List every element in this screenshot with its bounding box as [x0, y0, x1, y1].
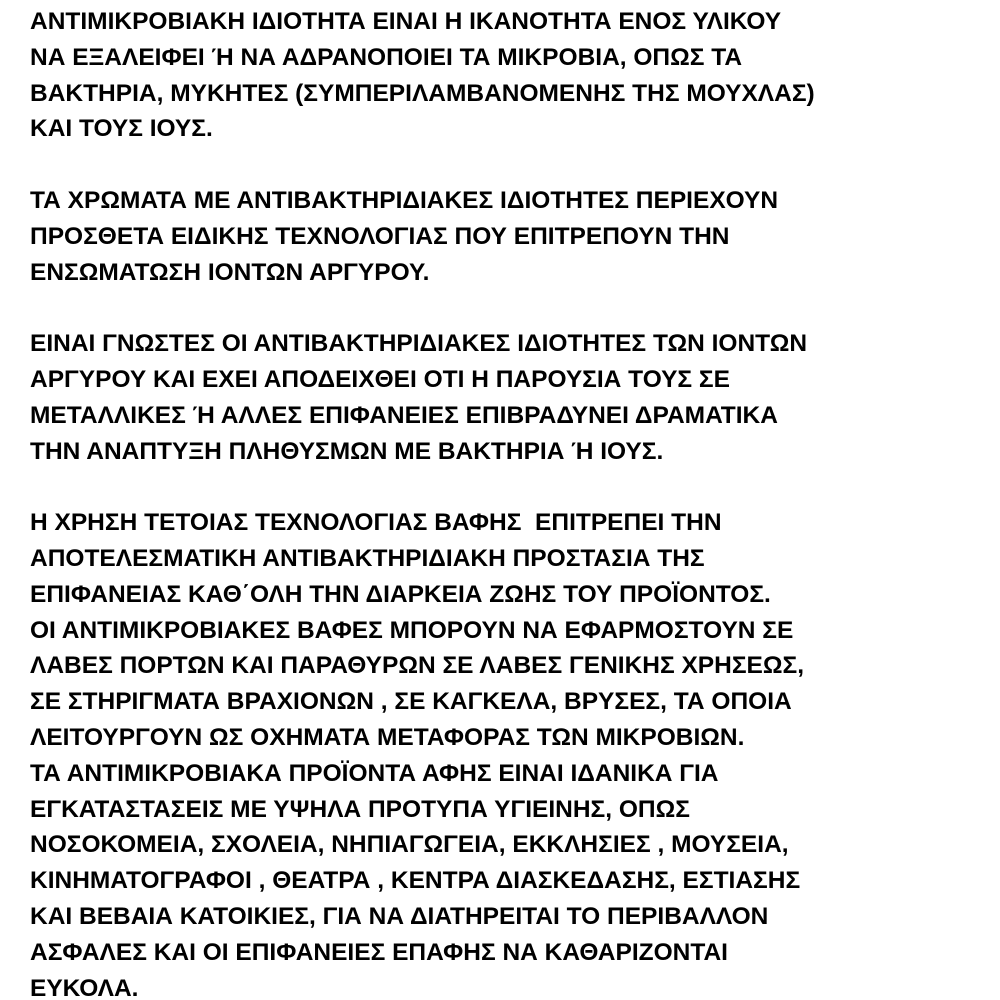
text-line: ΛΑΒΕΣ ΠΟΡΤΩΝ ΚΑΙ ΠΑΡΑΘΥΡΩΝ ΣΕ ΛΑΒΕΣ ΓΕΝΙΚΗΣ ΧΡΗΣΕΩΣ,: [30, 652, 805, 680]
text-line: ΤΑ ΧΡΩΜΑΤΑ ΜΕ ΑΝΤΙΒΑΚΤΗΡΙΔΙΑΚΕΣ ΙΔΙΟΤΗΤΕΣ ΠΕΡΙΕΧΟΥΝ: [30, 186, 779, 214]
text-line: ΟΙ ΑΝΤΙΜΙΚΡΟΒΙΑΚΕΣ ΒΑΦΕΣ ΜΠΟΡΟΥΝ ΝΑ ΕΦΑΡΜΟΣΤΟΥΝ ΣΕ: [30, 616, 794, 644]
text-line: ΤΑ ΑΝΤΙΜΙΚΡΟΒΙΑΚΑ ΠΡΟΪΟΝΤΑ ΑΦΗΣ ΕΙΝΑΙ ΙΔΑΝΙΚΑ ΓΙΑ: [30, 759, 719, 787]
text-line: ΠΡΟΣΘΕΤΑ ΕΙΔΙΚΗΣ ΤΕΧΝΟΛΟΓΙΑΣ ΠΟΥ ΕΠΙΤΡΕΠΟΥΝ ΤΗΝ: [30, 222, 730, 250]
text-line: ΑΝΤΙΜΙΚΡΟΒΙΑΚΗ ΙΔΙΟΤΗΤΑ ΕΙΝΑΙ Η ΙΚΑΝΟΤΗΤΑ ΕΝΟΣ ΥΛΙΚΟΥ: [30, 8, 782, 35]
text-line: ΝΑ ΕΞΑΛΕΙΦΕΙ Ή ΝΑ ΑΔΡΑΝΟΠΟΙΕΙ ΤΑ ΜΙΚΡΟΒΙΑ, ΟΠΩΣ ΤΑ: [30, 43, 743, 71]
text-line: ΤΗΝ ΑΝΑΠΤΥΞΗ ΠΛΗΘΥΣΜΩΝ ΜΕ ΒΑΚΤΗΡΙΑ Ή ΙΟΥΣ.: [30, 437, 664, 465]
paragraph-applications: [30, 505, 1000, 1000]
text-line: ΕΙΝΑΙ ΓΝΩΣΤΕΣ ΟΙ ΑΝΤΙΒΑΚΤΗΡΙΔΙΑΚΕΣ ΙΔΙΟΤΗΤΕΣ ΤΩΝ ΙΟΝΤΩΝ: [30, 330, 808, 358]
paragraph-paint-additives: [30, 183, 1000, 290]
paragraph-antimicrobial-definition: [30, 4, 1000, 147]
paragraph-silver-ions: [30, 326, 1000, 469]
text-line: ΣΕ ΣΤΗΡΙΓΜΑΤΑ ΒΡΑΧΙΟΝΩΝ , ΣΕ ΚΑΓΚΕΛΑ, ΒΡΥΣΕΣ, ΤΑ ΟΠΟΙΑ: [30, 688, 792, 716]
text-line: ΒΑΚΤΗΡΙΑ, ΜΥΚΗΤΕΣ (ΣΥΜΠΕΡΙΛΑΜΒΑΝΟΜΕΝΗΣ ΤΗΣ ΜΟΥΧΛΑΣ): [30, 79, 815, 107]
paragraph-spacer: [30, 147, 1000, 183]
text-line: ΚΙΝΗΜΑΤΟΓΡΑΦΟΙ , ΘΕΑΤΡΑ , ΚΕΝΤΡΑ ΔΙΑΣΚΕΔΑΣΗΣ, ΕΣΤΙΑΣΗΣ: [30, 867, 801, 895]
text-line: ΚΑΙ ΤΟΥΣ ΙΟΥΣ.: [30, 115, 213, 143]
text-line: Η ΧΡΗΣΗ ΤΕΤΟΙΑΣ ΤΕΧΝΟΛΟΓΙΑΣ ΒΑΦΗΣ ΕΠΙΤΡΕΠΕΙ ΤΗΝ: [30, 509, 722, 537]
text-line: ΜΕΤΑΛΛΙΚΕΣ Ή ΑΛΛΕΣ ΕΠΙΦΑΝΕΙΕΣ ΕΠΙΒΡΑΔΥΝΕΙ ΔΡΑΜΑΤΙΚΑ: [30, 401, 778, 429]
paragraph-spacer: [30, 469, 1000, 505]
paragraph-spacer: [30, 290, 1000, 326]
text-line: ΝΟΣΟΚΟΜΕΙΑ, ΣΧΟΛΕΙΑ, ΝΗΠΙΑΓΩΓΕΙΑ, ΕΚΚΛΗΣΙΕΣ , ΜΟΥΣΕΙΑ,: [30, 831, 789, 859]
text-line: ΑΣΦΑΛΕΣ ΚΑΙ ΟΙ ΕΠΙΦΑΝΕΙΕΣ ΕΠΑΦΗΣ ΝΑ ΚΑΘΑΡΙΖΟΝΤΑΙ: [30, 938, 728, 966]
text-line: ΕΠΙΦΑΝΕΙΑΣ ΚΑΘ΄ΟΛΗ ΤΗΝ ΔΙΑΡΚΕΙΑ ΖΩΗΣ ΤΟΥ ΠΡΟΪΟΝΤΟΣ.: [30, 580, 771, 608]
text-line: ΑΠΟΤΕΛΕΣΜΑΤΙΚΗ ΑΝΤΙΒΑΚΤΗΡΙΔΙΑΚΗ ΠΡΟΣΤΑΣΙΑ ΤΗΣ: [30, 544, 705, 572]
text-line: ΚΑΙ ΒΕΒΑΙΑ ΚΑΤΟΙΚΙΕΣ, ΓΙΑ ΝΑ ΔΙΑΤΗΡΕΙΤΑΙ ΤΟ ΠΕΡΙΒΑΛΛΟΝ: [30, 902, 769, 930]
text-line: ΕΓΚΑΤΑΣΤΑΣΕΙΣ ΜΕ ΥΨΗΛΑ ΠΡΟΤΥΠΑ ΥΓΙΕΙΝΗΣ, ΟΠΩΣ: [30, 795, 690, 823]
text-line: ΕΝΣΩΜΑΤΩΣΗ ΙΟΝΤΩΝ ΑΡΓΥΡΟΥ.: [30, 258, 430, 286]
text-line: ΛΕΙΤΟΥΡΓΟΥΝ ΩΣ ΟΧΗΜΑΤΑ ΜΕΤΑΦΟΡΑΣ ΤΩΝ ΜΙΚΡΟΒΙΩΝ.: [30, 723, 745, 751]
text-line: ΕΥΚΟΛΑ.: [30, 974, 139, 1000]
text-line: ΑΡΓΥΡΟΥ ΚΑΙ ΕΧΕΙ ΑΠΟΔΕΙΧΘΕΙ ΟΤΙ Η ΠΑΡΟΥΣΙΑ ΤΟΥΣ ΣΕ: [30, 365, 730, 393]
